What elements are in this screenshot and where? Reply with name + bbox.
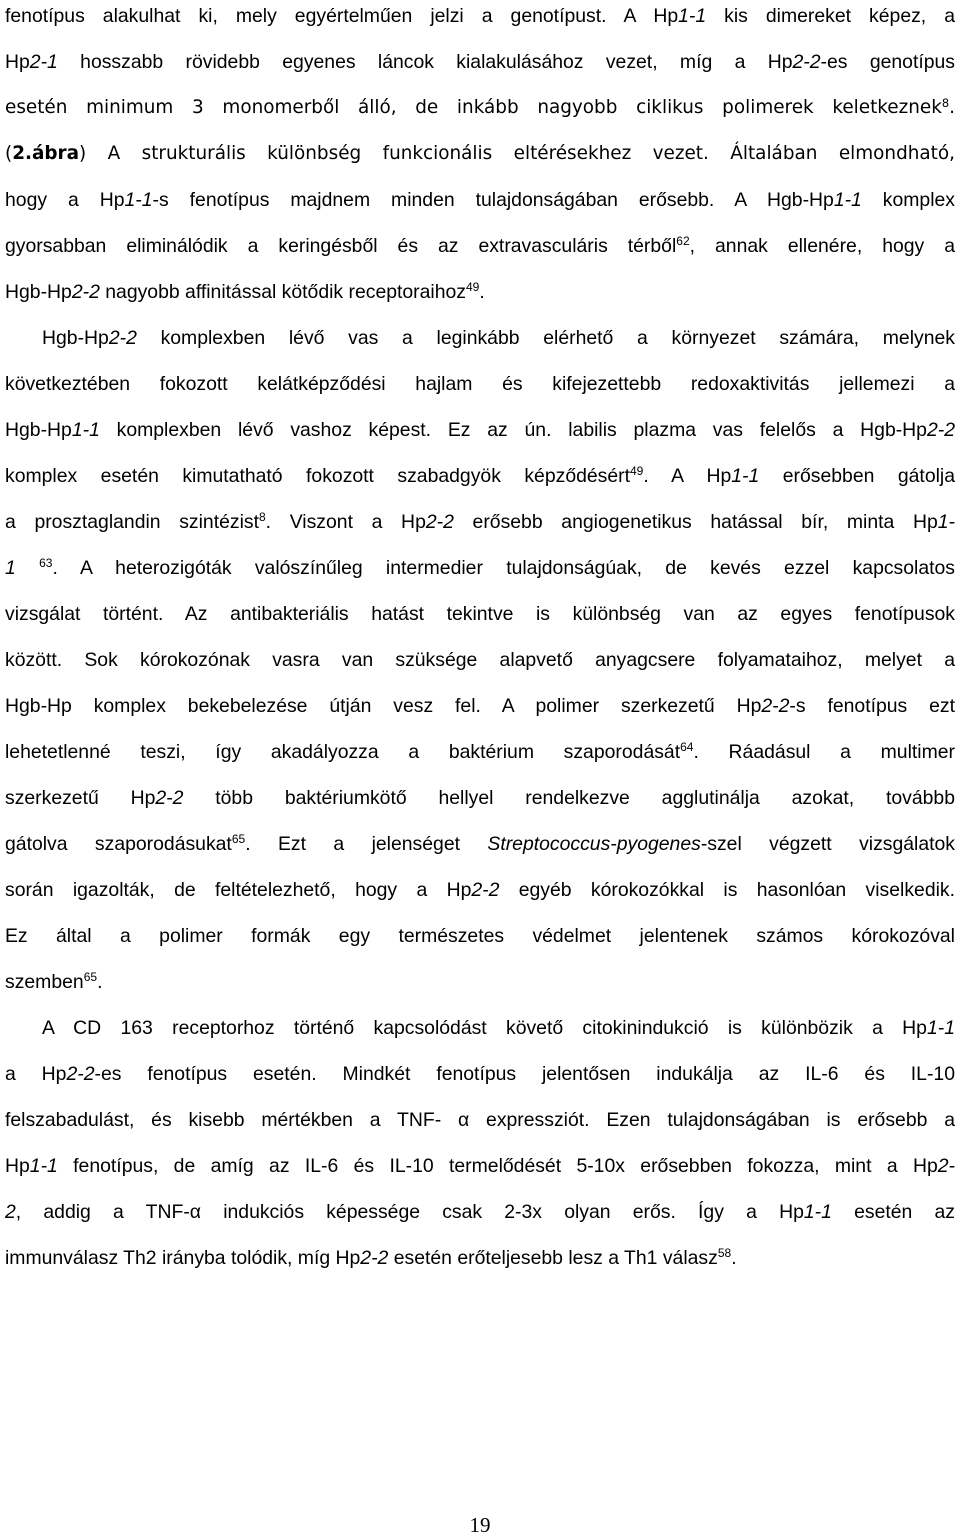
text-segment: esetén minimum 3 monomerből álló, de inkább nagyobb ciklikus polimerek keletkeznek	[5, 97, 942, 118]
italic-text: 2-2	[926, 419, 955, 441]
text-line	[5, 140, 955, 168]
page-number: 19	[469, 1513, 491, 1537]
text-segment: . A heterozigóták valószínűleg intermedier tulajdonságúak, de kevés ezzel kapcsolatos	[52, 557, 955, 579]
text-line	[5, 922, 955, 950]
italic-text: 2-2	[71, 281, 100, 303]
text-segment: -es genotípus	[820, 51, 956, 73]
text-segment: hosszabb rövidebb egyenes láncok kialakulásához vezet, míg a Hp	[57, 51, 793, 73]
text-line	[5, 830, 955, 858]
text-segment: . Viszont a Hp	[265, 511, 426, 533]
text-segment: nagyobb affinitással kötődik receptoraihoz	[99, 281, 466, 303]
text-line	[5, 370, 955, 398]
text-segment: következtében fokozott kelátképződési hajlam és kifejezettebb redoxaktivitás jellemezi a	[5, 373, 955, 395]
text-segment: Hgb-Hp	[5, 419, 72, 441]
reference-superscript: 62	[676, 234, 690, 249]
text-segment: fenotípus alakulhat ki, mely egyértelműen jelzi a genotípust. A Hp	[5, 5, 679, 27]
text-line	[5, 646, 955, 674]
text-segment: szemben	[5, 971, 84, 993]
italic-text: 1-	[937, 511, 955, 533]
text-segment: esetén erőteljesebb lesz a Th1 válasz	[388, 1247, 718, 1269]
text-segment: -szel végzett vizsgálatok	[700, 833, 955, 855]
reference-superscript: 64	[680, 740, 694, 755]
text-line	[42, 324, 955, 352]
text-line	[5, 784, 955, 812]
reference-superscript: 49	[630, 464, 644, 479]
italic-text: 1-1	[678, 5, 707, 27]
text-segment: gyorsabban eliminálódik a keringésből és az extravasculáris térből	[5, 235, 677, 257]
text-segment: . Ezt a jelenséget	[245, 833, 488, 855]
text-line	[5, 1198, 955, 1226]
text-segment: .	[949, 97, 955, 118]
text-segment: A CD 163 receptorhoz történő kapcsolódást követő citokinindukció is különbözik a Hp	[42, 1017, 927, 1039]
text-segment: vizsgálat történt. Az antibakteriális hatást tekintve is különbség van az egyes fenotípusok	[5, 603, 955, 625]
text-segment: a Hp	[5, 1063, 67, 1085]
reference-superscript: 65	[83, 970, 98, 985]
reference-superscript: 63	[39, 556, 53, 571]
text-line	[5, 186, 955, 214]
text-segment: ) A strukturális különbség funkcionális eltérésekhez vezet. Általában elmondható,	[79, 143, 955, 164]
text-line	[5, 1060, 955, 1088]
text-segment: egyéb kórokozókkal is hasonlóan viselkedik.	[499, 879, 955, 901]
text-segment: Ez által a polimer formák egy természetes védelmet jelentenek számos kórokozóval	[5, 925, 955, 947]
italic-text: 1-1	[731, 465, 760, 487]
text-line	[5, 968, 955, 996]
italic-text: 1-1	[29, 1155, 58, 1177]
text-segment: kis dimereket képez, a	[706, 5, 955, 27]
text-segment: a prosztaglandin szintézist	[5, 511, 259, 533]
text-segment: , annak ellenére, hogy a	[689, 235, 956, 257]
text-segment: szerkezetű Hp	[5, 787, 156, 809]
italic-text: 2-2	[425, 511, 454, 533]
reference-superscript: 58	[717, 1246, 732, 1261]
text-segment: .	[479, 281, 485, 303]
text-line	[5, 1244, 955, 1272]
text-segment: erősebben gátolja	[759, 465, 955, 487]
text-segment: Hp	[5, 1155, 30, 1177]
italic-text: 1-1	[71, 419, 100, 441]
italic-text: 2-2	[471, 879, 500, 901]
reference-superscript: 49	[466, 280, 480, 295]
text-segment: lehetetlenné teszi, így akadályozza a baktérium szaporodását	[5, 741, 681, 763]
text-segment: . A Hp	[643, 465, 732, 487]
text-segment: komplex esetén kimutatható fokozott szabadgyök képződésért	[5, 465, 630, 487]
text-line	[5, 554, 955, 582]
text-line	[5, 876, 955, 904]
reference-superscript: 8	[258, 510, 266, 525]
text-line	[5, 1152, 955, 1180]
text-segment: .	[731, 1247, 737, 1269]
italic-text: 2-2	[761, 695, 790, 717]
text-line	[5, 462, 955, 490]
text-segment: Hgb-Hp	[42, 327, 109, 349]
text-line	[42, 1014, 955, 1042]
italic-text: 2-	[937, 1155, 955, 1177]
text-segment: felszabadulást, és kisebb mértékben a TNF- α expressziót. Ezen tulajdonságában is erősebb a	[5, 1109, 955, 1131]
text-segment: -es fenotípus esetén. Mindkét fenotípus jelentősen indukálja az IL-6 és IL-10	[94, 1063, 955, 1085]
text-segment	[16, 557, 39, 579]
text-line	[5, 600, 955, 628]
italic-text: 1-1	[803, 1201, 832, 1223]
text-segment: során igazolták, de feltételezhető, hogy a Hp	[5, 879, 472, 901]
text-segment: gátolva szaporodásukat	[5, 833, 232, 855]
italic-text: 2-2	[360, 1247, 389, 1269]
text-line	[5, 508, 955, 536]
text-segment: komplexben lévő vas a leginkább elérhető a környezet számára, melynek	[136, 327, 955, 349]
italic-text: 2	[5, 1201, 16, 1223]
text-segment: komplex	[861, 189, 955, 211]
text-segment: erősebb angiogenetikus hatással bír, minta Hp	[453, 511, 938, 533]
text-segment: , addig a TNF-α indukciós képessége csak 2-3x olyan erős. Így a Hp	[15, 1201, 804, 1223]
italic-text: 1	[5, 557, 16, 579]
text-line	[5, 278, 955, 306]
text-line	[5, 738, 955, 766]
text-segment: esetén az	[831, 1201, 955, 1223]
italic-text: 2-2	[66, 1063, 95, 1085]
text-line	[5, 48, 955, 76]
text-segment: Hgb-Hp	[5, 281, 72, 303]
text-segment: (	[5, 143, 13, 164]
text-segment: fenotípus, de amíg az IL-6 és IL-10 termelődését 5-10x erősebben fokozza, mint a Hp	[57, 1155, 938, 1177]
text-segment: Hp	[5, 51, 30, 73]
reference-superscript: 8	[941, 95, 950, 110]
text-line	[5, 416, 955, 444]
italic-text: 1-1	[124, 189, 153, 211]
text-line	[5, 692, 955, 720]
text-segment: hogy a Hp	[5, 189, 125, 211]
text-segment: Hgb-Hp komplex bekebelezése útján vesz fel. A polimer szerkezetű Hp	[5, 695, 762, 717]
italic-text: 1-1	[833, 189, 862, 211]
italic-text: 1-1	[926, 1017, 955, 1039]
italic-text: 2-2	[155, 787, 184, 809]
italic-text: 2-1	[29, 51, 58, 73]
text-segment: -s fenotípus ezt	[789, 695, 955, 717]
text-segment: komplexben lévő vashoz képest. Ez az ún. labilis plazma vas felelős a Hgb-Hp	[99, 419, 927, 441]
text-line	[5, 94, 955, 122]
text-line	[5, 2, 955, 30]
text-line	[5, 232, 955, 260]
italic-text: 2-2	[108, 327, 137, 349]
figure-reference: 2.ábra	[12, 143, 80, 164]
italic-text: Streptococcus-pyogenes	[487, 833, 701, 855]
text-segment: több baktériumkötő hellyel rendelkezve agglutinálja azokat, továbbb	[183, 787, 955, 809]
text-segment: immunválasz Th2 irányba tolódik, míg Hp	[5, 1247, 361, 1269]
text-segment: .	[97, 971, 103, 993]
text-line	[5, 1106, 955, 1134]
reference-superscript: 65	[231, 832, 246, 847]
text-segment: -s fenotípus majdnem minden tulajdonságában erősebb. A Hgb-Hp	[152, 189, 834, 211]
text-segment: . Ráadásul a multimer	[693, 741, 955, 763]
italic-text: 2-2	[792, 51, 821, 73]
text-segment: között. Sok kórokozónak vasra van szüksége alapvető anyagcsere folyamataihoz, melyet a	[5, 649, 955, 671]
